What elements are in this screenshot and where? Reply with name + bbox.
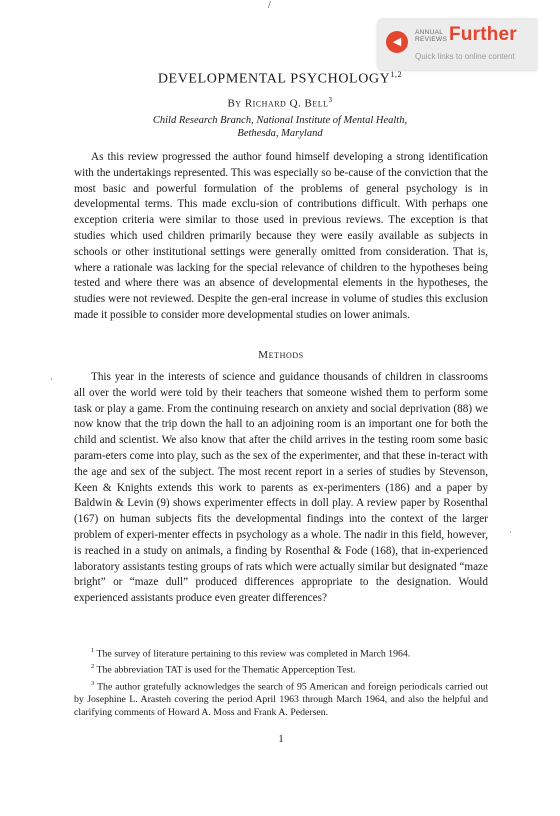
arrow-circle-icon: ◀ bbox=[386, 31, 408, 53]
margin-mark: · bbox=[50, 374, 53, 384]
top-mark: / bbox=[268, 0, 271, 11]
author-name: By Richard Q. Bell bbox=[227, 97, 329, 110]
footnote-text: The author gratefully acknowledges the search of 95 American and foreign periodicals carried out by Josephine L. Arasteh covering the period April 1963 through March 1964, and also the helpful and clarifying comments of Howard A. Moss and Frank A. Pedersen. bbox=[74, 680, 488, 718]
footnote bbox=[74, 644, 488, 660]
byline bbox=[40, 96, 520, 110]
further-badge[interactable] bbox=[377, 18, 537, 70]
methods-paragraph: This year in the interests of science and guidance thousands of children in classrooms all over the world were told by their teachers that someone wished them to perform some task or play a game. From the continuing research on anxiety and social deprivation (88) we now know that the trip down the hall to an adjoining room is an important one for both the child and scientist. We also know that after the child arrives in the testing room some basic param-eters come into play, such as the sex of the experimenter, and that these in-teract with the age and sex of the subject. The most recent report in a series of studies by Stevenson, Keen & Knights extends this work to parents as ex-perimenters (186) and a paper by Baldwin & Levin (9) shows experimenter effects in doll play. A review paper by Rosenthal (167) on human subjects fits the developmental findings into the context of the larger problem of experi-menter effects in psychology as a whole. The nadir in this field, however, is reached in a study on animals, a finding by Rosenthal & Fode (168), that in-experienced laboratory assistants testing groups of rats which were actually similar but designated “maze bright” or “maze dull” produced differences appropriate to the designation. Would experienced assistants produce even greater differences? bbox=[74, 371, 488, 605]
footnote-mark: 3 bbox=[91, 679, 95, 687]
footnote-mark: 1 bbox=[91, 647, 95, 654]
footnote-mark: 2 bbox=[91, 663, 95, 671]
badge-publisher: ANNUAL REVIEWS bbox=[415, 29, 448, 43]
article-title bbox=[40, 70, 520, 88]
footnote-text: The survey of literature pertaining to this review was completed in March 1964. bbox=[96, 648, 411, 660]
affiliation bbox=[40, 114, 520, 140]
intro-paragraph: As this review progressed the author found himself developing a strong identification with the undertakings represented. This was especially so be-cause of the conviction that the most basic and powerful formulation of the problems of general psychology is in developmental terms. This made exclu-sion of contributions difficult. With perhaps one exception criteria were similar to those used in previous reviews. The exception is that studies which used children primarily because they were easily available as subjects in schools or other institutional settings were generally omitted from consideration. That is, where a rationale was lacking for the special relevance of children to the hypotheses being tested and where there was an absence of developmental elements in the hypotheses, the studies were not reviewed. Despite the gen-eral increase in volume of studies this exclusion made it possible to consider more developmental studies on lower animals. bbox=[74, 151, 488, 321]
title-footnote-marks: 1,2 bbox=[390, 70, 403, 79]
section-heading: Methods bbox=[258, 349, 304, 361]
footnote-text: The abbreviation TAT is used for the Thematic Apperception Test. bbox=[96, 664, 356, 676]
footnote bbox=[74, 677, 488, 719]
byline-footnote-mark: 3 bbox=[328, 96, 333, 104]
page-number: 1 bbox=[278, 733, 284, 745]
affiliation-line-2: Bethesda, Maryland bbox=[237, 128, 323, 139]
affiliation-line-1: Child Research Branch, National Institute of Mental Health, bbox=[152, 115, 408, 126]
badge-title: Further bbox=[449, 24, 517, 45]
footnotes bbox=[74, 644, 488, 719]
title-text: DEVELOPMENTAL PSYCHOLOGY bbox=[157, 71, 391, 87]
footnote bbox=[74, 660, 488, 676]
badge-subtitle: Quick links to online content bbox=[415, 52, 515, 61]
margin-mark: · bbox=[509, 527, 512, 537]
